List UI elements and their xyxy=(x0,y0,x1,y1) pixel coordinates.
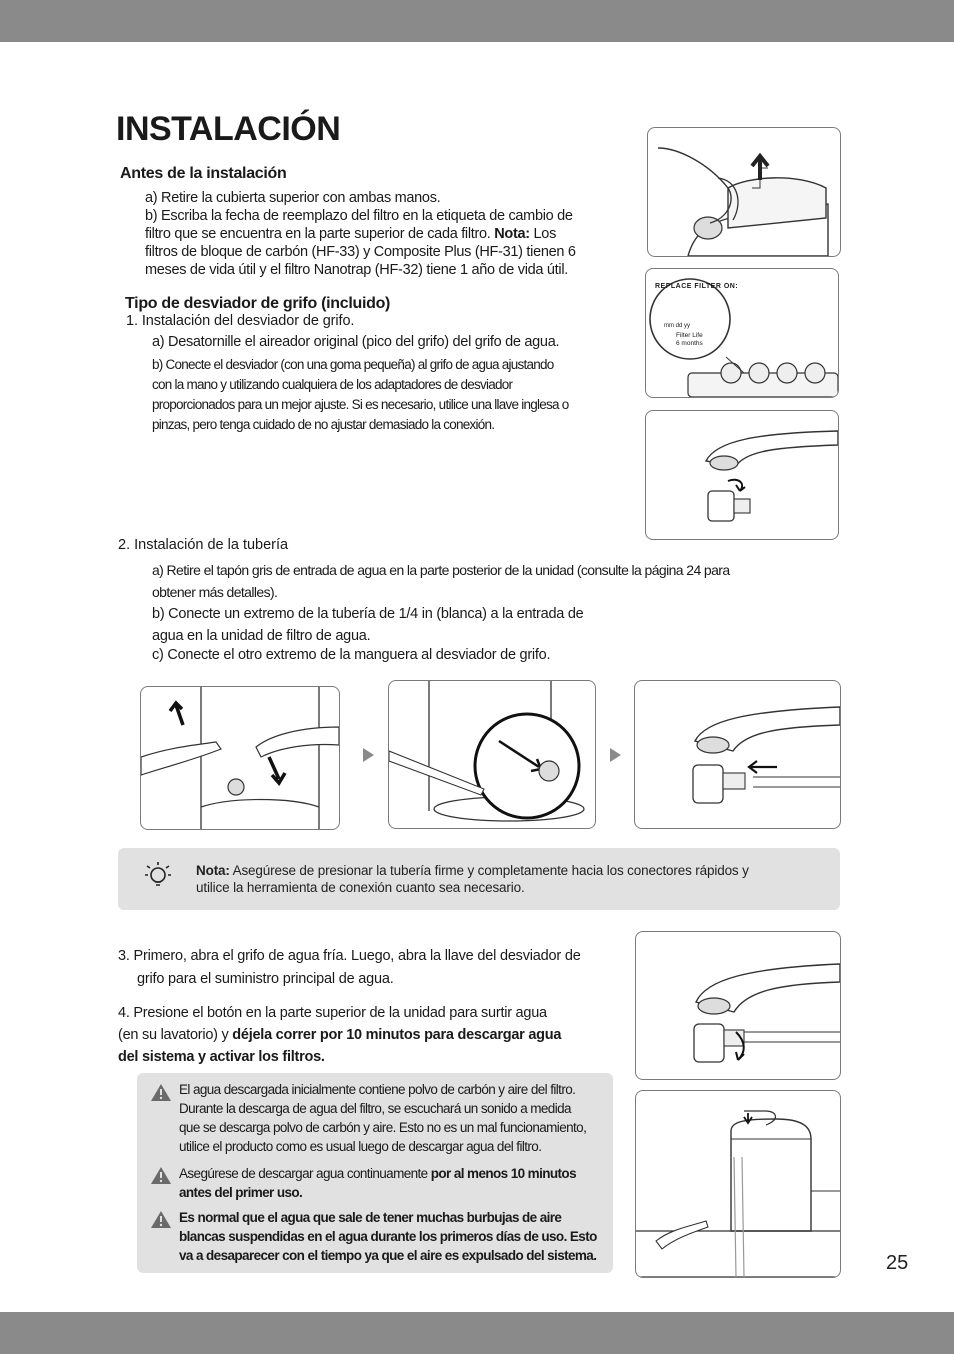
step3-line1: 3. Primero, abra el grifo de agua fría. Luego, abra la llave del desviador de xyxy=(118,948,581,964)
before-install-step-b-line3: filtros de bloque de carbón (HF-33) y Composite Plus (HF-31) tienen 6 xyxy=(145,244,576,260)
tubing-step2-b-line1: b) Conecte un extremo de la tubería de 1/4 in (blanca) a la entrada de xyxy=(152,606,584,622)
note-box-label: Nota: xyxy=(196,863,230,878)
illustration-filter-label xyxy=(645,268,839,398)
warning-2 xyxy=(179,1164,609,1202)
before-install-heading: Antes de la instalación xyxy=(120,165,287,182)
triangle-right-icon xyxy=(610,748,621,762)
illustration-tubing-step1 xyxy=(140,686,340,830)
filter-label-arc-text: REPLACE FILTER ON: xyxy=(655,283,739,290)
warning-1-line2: Durante la descarga de agua del filtro, se escuchará un sonido a medida xyxy=(179,1101,571,1116)
warning-triangle-icon xyxy=(150,1083,172,1102)
top-header-band xyxy=(0,0,954,42)
warning-1-line4: utilice el producto como es usual luego de descargar agua del filtro. xyxy=(179,1139,542,1154)
step4 xyxy=(118,1002,561,1068)
page-number: 25 xyxy=(886,1252,909,1274)
illustration-remove-cover xyxy=(647,127,841,257)
tubing-step2-b-line2: agua en la unidad de filtro de agua. xyxy=(152,628,371,644)
warning-3-line3: va a desaparecer con el tiempo ya que el aire es expulsado del sistema. xyxy=(179,1248,597,1263)
diverter-step1-b xyxy=(152,355,632,435)
warning-1-line1: El agua descargada inicialmente contiene polvo de carbón y aire del filtro. xyxy=(179,1082,576,1097)
illustration-open-faucet xyxy=(635,931,841,1080)
tubing-step3-drawing xyxy=(635,681,840,828)
warning-3-line2: blancas suspendidas en el agua durante los primeros días de uso. Esto xyxy=(179,1229,597,1244)
before-install-step-a: a) Retire la cubierta superior con ambas manos. xyxy=(145,190,441,206)
note-text-line2: utilice la herramienta de conexión cuanto sea necesario. xyxy=(196,880,525,895)
diverter-step1-a: a) Desatornille el aireador original (pico del grifo) del grifo de agua. xyxy=(152,334,560,350)
tubing-step2-b xyxy=(152,603,583,647)
warning-triangle-icon xyxy=(150,1166,172,1185)
illustration-tubing-step3 xyxy=(634,680,841,829)
tubing-step2-a-line2: obtener más detalles). xyxy=(152,584,278,600)
triangle-right-icon xyxy=(363,748,374,762)
tubing-step1-drawing xyxy=(141,687,339,829)
page-title: INSTALACIÓN xyxy=(116,110,341,148)
note-text xyxy=(196,862,749,896)
step3 xyxy=(118,945,581,991)
diverter-drawing xyxy=(646,411,838,539)
warning-3-line1: Es normal que el agua que sale de tener muchas burbujas de aire xyxy=(179,1210,562,1225)
before-install-step-b-line1: b) Escriba la fecha de reemplazo del filtro en la etiqueta de cambio de xyxy=(145,208,573,224)
diverter-step1: 1. Instalación del desviador de grifo. xyxy=(126,313,355,329)
step4-line3: del sistema y activar los filtros. xyxy=(118,1049,325,1065)
illustration-tubing-step2 xyxy=(388,680,596,829)
filter-label-life-line2: 6 months xyxy=(676,340,703,347)
warning-2-line2: antes del primer uso. xyxy=(179,1185,303,1200)
diverter-step1-b-line1: b) Conecte el desviador (con una goma pequeña) al grifo de agua ajustando xyxy=(152,357,554,372)
illustration-flush-water xyxy=(635,1090,841,1278)
illustration-diverter xyxy=(645,410,839,540)
warning-2-line1: Asegúrese de descargar agua continuamente por al menos 10 minutos xyxy=(179,1166,576,1181)
note-text-line1: Nota: Asegúrese de presionar la tubería firme y completamente hacia los conectores rápidos y xyxy=(196,863,749,878)
step3-line2: grifo para el suministro principal de agua. xyxy=(137,971,394,987)
warning-triangle-icon xyxy=(150,1210,172,1229)
step4-line2: (en su lavatorio) y déjela correr por 10 minutos para descargar agua xyxy=(118,1027,562,1043)
tubing-step2-a xyxy=(152,559,812,603)
open-faucet-drawing xyxy=(636,932,840,1079)
warning-3 xyxy=(179,1208,609,1265)
before-install-steps xyxy=(145,189,625,279)
warning-1-line3: que se descarga polvo de carbón y aire. Esto no es un mal funcionamiento, xyxy=(179,1120,587,1135)
lightbulb-icon xyxy=(144,860,172,890)
filter-label-life-line1: Filter Life xyxy=(676,332,703,339)
remove-cover-drawing xyxy=(648,128,840,256)
before-install-step-b-line4: meses de vida útil y el filtro Nanotrap (HF-32) tiene 1 año de vida útil. xyxy=(145,262,568,278)
bottom-footer-band xyxy=(0,1312,954,1354)
diverter-step1-b-line4: pinzas, pero tenga cuidado de no ajustar demasiado la conexión. xyxy=(152,417,495,432)
tubing-step2-a-line1: a) Retire el tapón gris de entrada de agua en la parte posterior de la unidad (consulte la página 24 para xyxy=(152,562,730,578)
step4-line1: 4. Presione el botón en la parte superior de la unidad para surtir agua xyxy=(118,1005,547,1021)
before-install-step-b-line2: filtro que se encuentra en la parte superior de cada filtro. Nota: Los xyxy=(145,226,557,242)
tubing-step2-drawing xyxy=(389,681,595,828)
diverter-heading: Tipo de desviador de grifo (incluido) xyxy=(125,295,391,312)
tubing-step2-c: c) Conecte el otro extremo de la manguera al desviador de grifo. xyxy=(152,647,551,663)
warning-1 xyxy=(179,1080,609,1156)
note-label: Nota: xyxy=(494,226,530,242)
filter-label-date-fields: mm dd yy xyxy=(664,323,691,329)
tubing-step2: 2. Instalación de la tubería xyxy=(118,537,289,553)
diverter-step1-b-line2: con la mano y utilizando cualquiera de los adaptadores de desviador xyxy=(152,377,513,392)
flush-water-drawing xyxy=(636,1091,840,1277)
diverter-step1-b-line3: proporcionados para un mejor ajuste. Si es necesario, utilice una llave inglesa o xyxy=(152,397,569,412)
